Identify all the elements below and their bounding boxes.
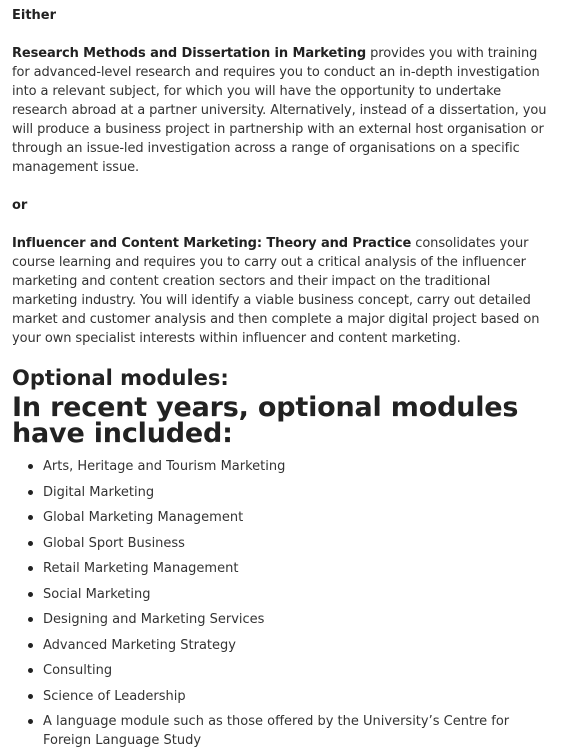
either-label: Either bbox=[12, 8, 57, 23]
bullet-icon bbox=[28, 643, 33, 648]
option-two-text: consolidates your course learning and requires you to carry out a critical analysis of the influencer marketing and content creation sectors and their impact on the traditional marketing industry. You will identify a viable business concept, carry out detailed market and customer analysis and then complete a major digital project based on your own specialist interests within influencer and content marketing. bbox=[12, 236, 540, 346]
list-item bbox=[26, 712, 551, 750]
option-one-paragraph bbox=[12, 44, 551, 177]
option-one-text: provides you with training for advanced-level research and requires you to conduct an in-depth investigation into a relevant subject, for which you will have the opportunity to undertake research abroad at a partner university. Alternatively, instead of a dissertation, you will produce a business project in partnership with an external host organisation or through an issue-led investigation across a range of organisations on a specific management issue. bbox=[12, 46, 547, 175]
module-list bbox=[12, 457, 551, 750]
optional-modules-heading: Optional modules: bbox=[12, 366, 229, 390]
bullet-icon bbox=[28, 668, 33, 673]
bullet-icon bbox=[28, 592, 33, 597]
option-two-title: Influencer and Content Marketing: Theory and Practice bbox=[12, 236, 412, 251]
module-name: Designing and Marketing Services bbox=[43, 612, 265, 627]
list-item bbox=[26, 687, 551, 706]
list-item bbox=[26, 661, 551, 680]
bullet-icon bbox=[28, 515, 33, 520]
list-item bbox=[26, 610, 551, 629]
recent-modules-heading: In recent years, optional modules have included: bbox=[12, 392, 519, 449]
module-name: Science of Leadership bbox=[43, 688, 186, 704]
list-item bbox=[26, 508, 551, 527]
bullet-icon bbox=[28, 617, 33, 622]
bullet-icon bbox=[28, 694, 33, 699]
module-name: Arts, Heritage and Tourism Marketing bbox=[43, 459, 286, 474]
or-label: or bbox=[12, 198, 28, 213]
list-item bbox=[26, 585, 551, 604]
module-name: Retail Marketing Management bbox=[43, 561, 239, 576]
option-one-title: Research Methods and Dissertation in Marketing bbox=[12, 46, 367, 61]
module-name: Digital Marketing bbox=[43, 484, 155, 500]
module-name: A language module such as those offered by the University’s Centre for Foreign Language Study bbox=[43, 714, 510, 748]
list-item bbox=[26, 636, 551, 655]
module-name: Global Sport Business bbox=[43, 535, 185, 551]
list-item bbox=[26, 457, 551, 476]
bullet-icon bbox=[28, 490, 33, 495]
module-name: Advanced Marketing Strategy bbox=[43, 637, 236, 653]
module-name: Consulting bbox=[43, 663, 113, 678]
list-item bbox=[26, 559, 551, 578]
list-item bbox=[26, 534, 551, 553]
bullet-icon bbox=[28, 566, 33, 571]
module-name: Global Marketing Management bbox=[43, 510, 244, 525]
option-two-paragraph bbox=[12, 234, 551, 348]
bullet-icon bbox=[28, 719, 33, 724]
list-item bbox=[26, 483, 551, 502]
bullet-icon bbox=[28, 464, 33, 469]
bullet-icon bbox=[28, 541, 33, 546]
module-name: Social Marketing bbox=[43, 586, 151, 602]
